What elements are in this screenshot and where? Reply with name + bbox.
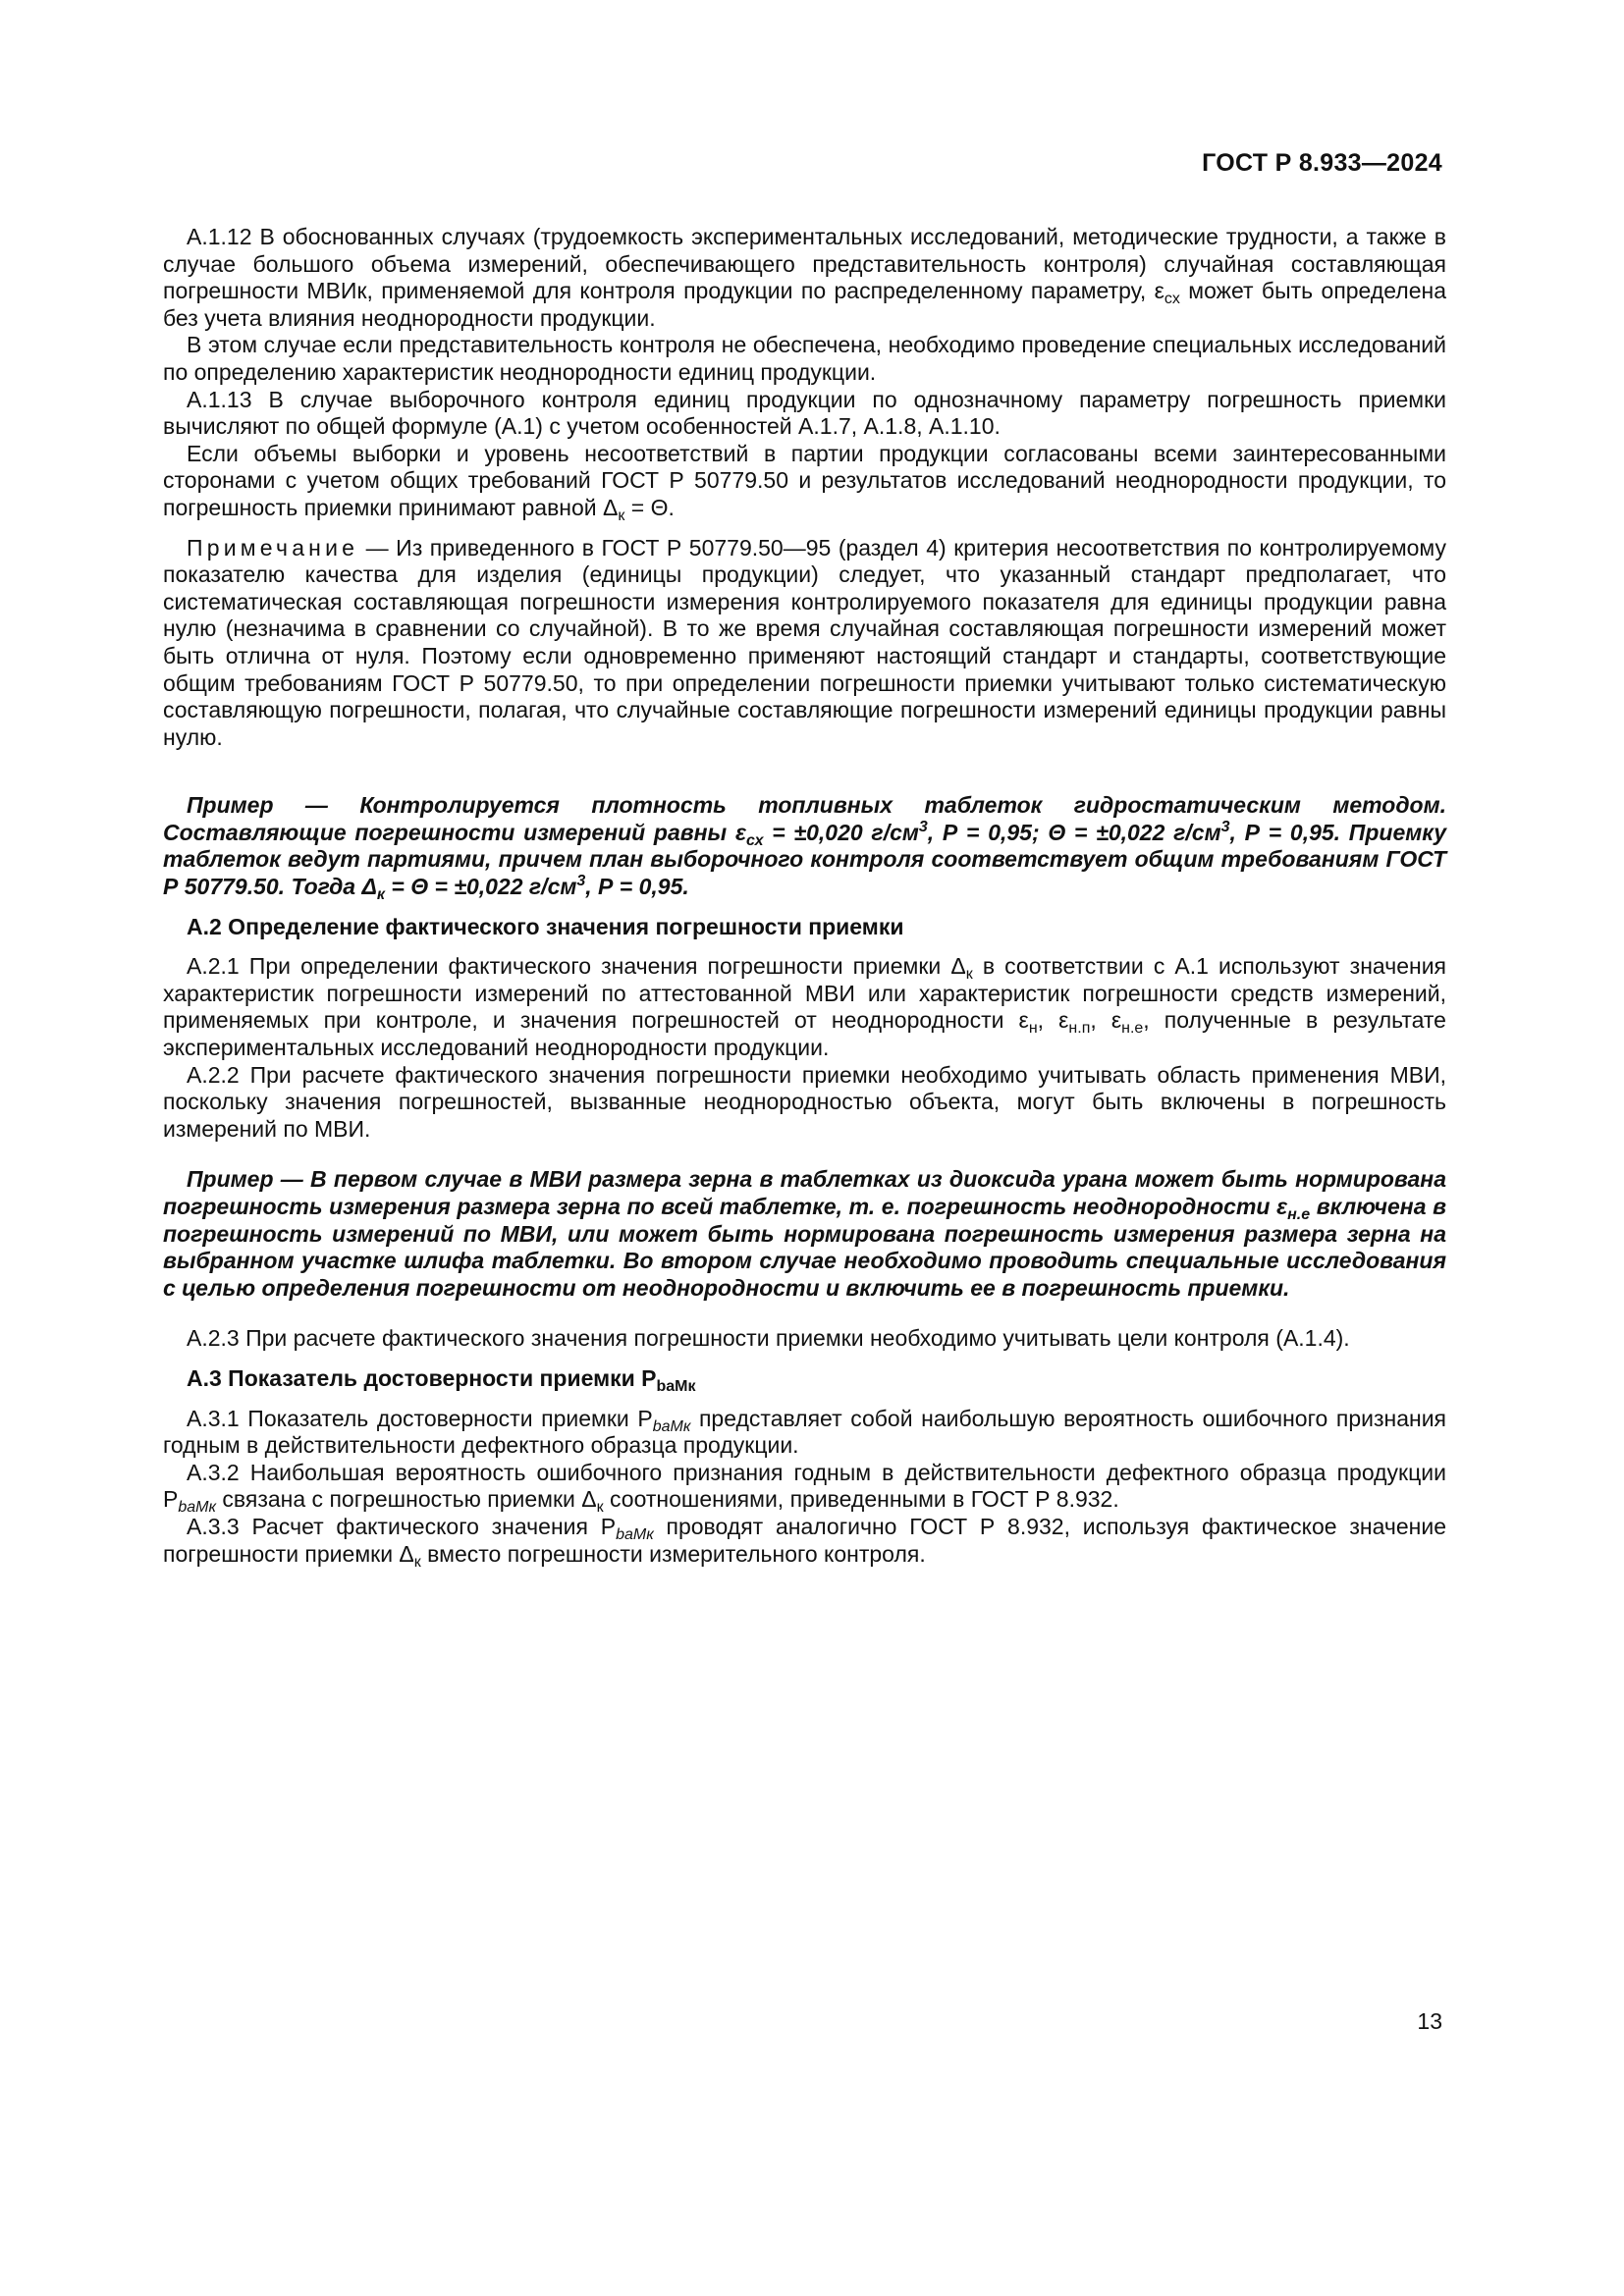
example-2: Пример — В первом случае в МВИ размера зерна в таблетках из диоксида урана может быть нормирована погрешность измерения размера зерна по всей таблетке, т. е. погрешность неоднородности $\varepsilon_{н.е}$ включена в погрешность измерений по МВИ, или может быть нормирована погрешность измерения размера зерна на выбранном участке шлифа таблетки. Во втором случае необходимо проводить специальные исследования с целью определения погрешности от неоднородности и включить ее в погрешность приемки. xyxy=(163,1166,1446,1301)
paragraph-a3-2: А.3.2 Наибольшая вероятность ошибочного признания годным в действительности дефектного образца продукции $P_{baMк}$ связана с погрешностью приемки $\Delta_к$ соотношениями, приведенными в ГОСТ Р 8.932. xyxy=(163,1459,1446,1517)
note: Примечание — Из приведенного в ГОСТ Р 50779.50—95 (раздел 4) критерия несоответствия по контролируемому показателю качества для изделия (единицы продукции) следует, что указанный стандарт предполагает, что систематическая составляющая погрешности измерения контролируемого показателя для единицы продукции равна нулю (незначима в сравнении со случайной). В то же время случайная составляющая погрешности измерений может быть отлична от нуля. Поэтому если одновременно применяют настоящий стандарт и стандарты, соответствующие общим требованиям ГОСТ Р 50779.50, то при определении погрешности приемки учитывают только систематическую составляющую погрешности, полагая, что случайные составляющие погрешности измерений единицы продукции равны нулю. xyxy=(163,534,1446,750)
paragraph-a3-3: А.3.3 Расчет фактического значения $P_{baMк}$ проводят аналогично ГОСТ Р 8.932, используя фактическое значение погрешности приемки $\Delta_к$ вместо погрешности измерительного контроля. xyxy=(163,1513,1446,1571)
document-body xyxy=(163,224,1447,1571)
document-header: ГОСТ Р 8.933—2024 xyxy=(1202,149,1442,177)
paragraph-a1-13: А.1.13 В случае выборочного контроля единиц продукции по однозначному параметру погрешность приемки вычисляют по общей формуле (А.1) с учетом особенностей А.1.7, А.1.8, А.1.10. xyxy=(163,386,1446,440)
paragraph-a2-1: А.2.1 При определении фактического значения погрешности приемки $\Delta_к$ в соответствии с А.1 используют значения характеристик погрешности измерений по аттестованной МВИ или характеристик погрешности средств измерений, применяемых при контроле, и значения погрешностей от неоднородности $\varepsilon_н$, $\varepsilon_{н.п}$, $\varepsilon_{н.е}$, полученные в результате экспериментальных исследований неоднородности продукции. xyxy=(163,953,1446,1061)
paragraph-a2-3: А.2.3 При расчете фактического значения погрешности приемки необходимо учитывать цели контроля (А.1.4). xyxy=(187,1325,1350,1352)
heading-a2: А.2 Определение фактического значения погрешности приемки xyxy=(187,913,904,939)
paragraph-a1-12: А.1.12 В обоснованных случаях (трудоемкость экспериментальных исследований, методические трудности, а также в случае большого объема измерений, обеспечивающего представительность контроля) случайная составляющая погрешности МВИк, применяемой для контроля продукции по распределенному параметру, $\varepsilon_{сх}$ может быть определена без учета влияния неоднородности продукции. xyxy=(163,224,1446,331)
paragraph-a1-12-cont: В этом случае если представительность контроля не обеспечена, необходимо проведение специальных исследований по определению характеристик неоднородности единиц продукции. xyxy=(163,332,1446,385)
paragraph-a2-2: А.2.2 При расчете фактического значения погрешности приемки необходимо учитывать область применения МВИ, поскольку значения погрешностей, вызванные неоднородностью объекта, могут быть включены в погрешность измерений по МВИ. xyxy=(163,1061,1446,1142)
page-number: 13 xyxy=(1417,2008,1442,2034)
example-1: Пример — Контролируется плотность топливных таблеток гидростатическим методом. Составляющие погрешности измерений равны $\varepsilon_{сх} = \pm 0,020$ $г/см^3$, Р = 0,95; Θ = ±0,022 $г/см^3$, Р = 0,95. Приемку таблеток ведут партиями, причем план выборочного контроля соответствует общим требованиям ГОСТ Р 50779.50. Тогда $\Delta_к = \Theta = \pm 0,022$ $г/см^3$, Р = 0,95. xyxy=(163,792,1446,904)
paragraph-a3-1: А.3.1 Показатель достоверности приемки $P_{baMк}$ представляет собой наибольшую вероятность ошибочного признания годным в действительности дефектного образца продукции. xyxy=(163,1405,1447,1459)
paragraph-a1-13-cont: Если объемы выборки и уровень несоответствий в партии продукции согласованы всеми заинтересованными сторонами с учетом общих требований ГОСТ Р 50779.50 и результатов исследований неоднородности продукции, то погрешность приемки принимают равной $\Delta_к = \Theta$. xyxy=(163,440,1446,524)
heading-a3: А.3 Показатель достоверности приемки $P_{baMк}$ xyxy=(187,1364,696,1395)
note-label: Примечание xyxy=(187,534,359,561)
